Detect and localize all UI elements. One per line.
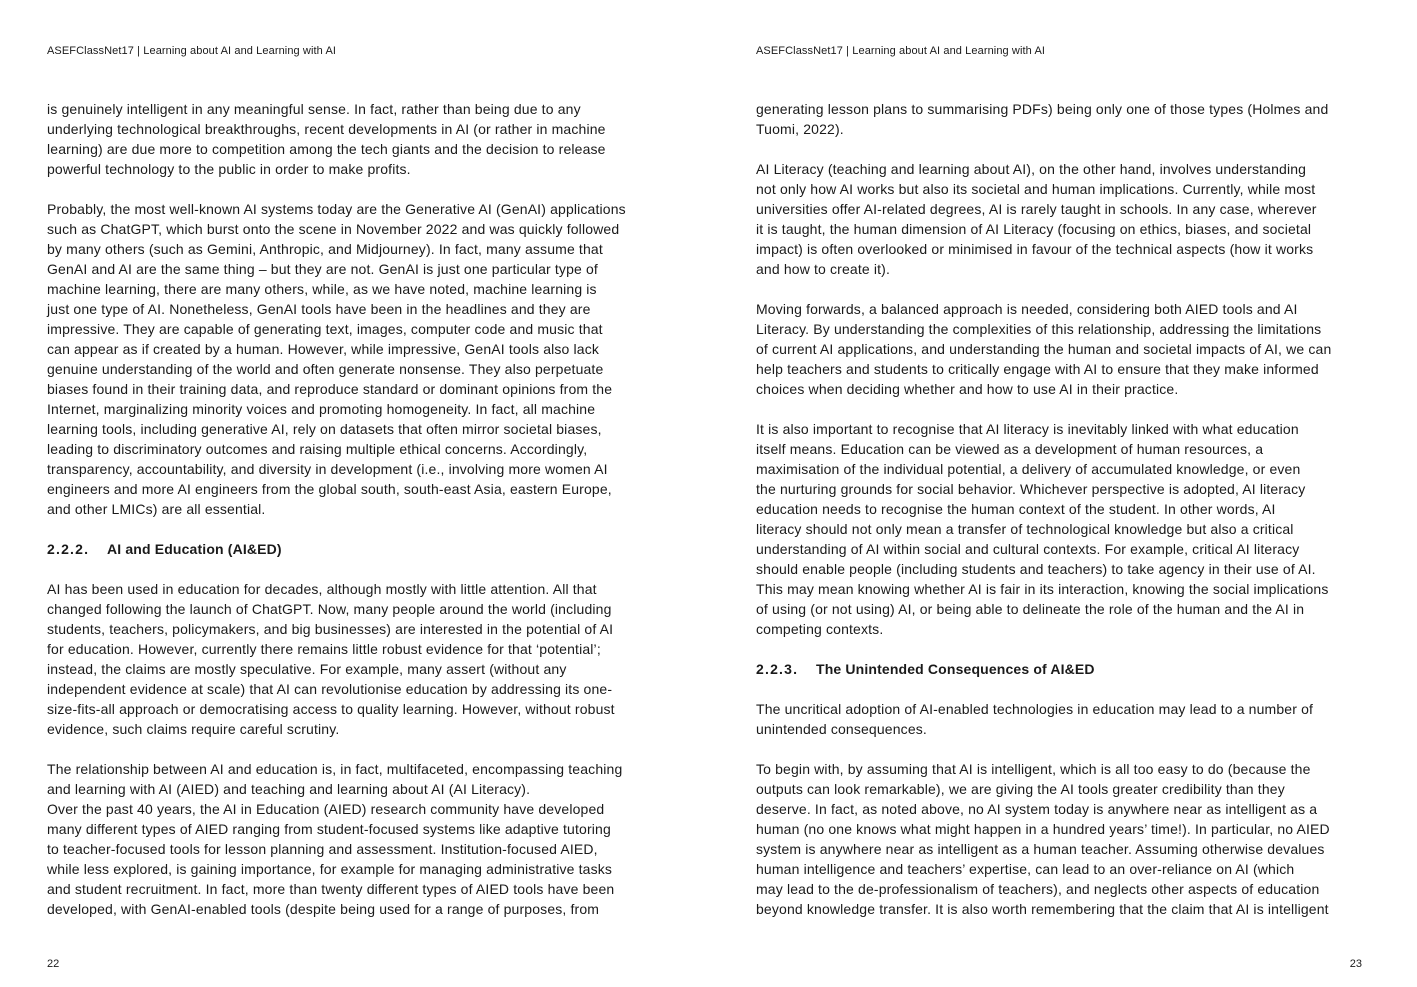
paragraph: To begin with, by assuming that AI is intelligent, which is all too easy to do (because the outputs can look remarkable), we are giving the AI tools greater credibility than they deserve. In fact, as noted above, no AI system today is anywhere near as intelligent as a human (no one knows what might happen in a hundred years’ time!). In particular, no AIED system is anywhere near as intelligent as a human teacher. Assuming otherwise devalues human intelligence and teachers’ expertise, can lead to an over-reliance on AI (which may lead to the de-professionalism of teachers), and neglects other aspects of education beyond knowledge transfer. It is also worth remembering that the claim that AI is intelligent <box>756 761 1330 917</box>
paragraph: Over the past 40 years, the AI in Education (AIED) research community have developed many different types of AIED ranging from student-focused systems like adaptive tutoring to teacher-focused tools for lesson planning and assessment. Institution-focused AIED, while less explored, is gaining importance, for example for managing administrative tasks and student recruitment. In fact, more than twenty different types of AIED tools have been developed, with GenAI-enabled tools (despite being used for a range of purposes, from <box>47 801 615 917</box>
paragraph: It is also important to recognise that AI literacy is inevitably linked with what education itself means. Education can be viewed as a development of human resources, a maximisation of the individual potential, a delivery of accumulated knowledge, or even the nurturing grounds for social behavior. Whichever perspective is adopted, AI literacy education needs to recognise the human context of the student. In other words, AI literacy should not only mean a transfer of technological knowledge but also a critical understanding of AI within social and cultural contexts. For example, critical AI literacy should enable people (including students and teachers) to take agency in their use of AI. This may mean knowing whether AI is fair in its interaction, knowing the social implications of using (or not using) AI, or being able to delineate the role of the human and the AI in competing contexts. <box>756 421 1329 637</box>
section-heading <box>47 539 687 559</box>
paragraph: The relationship between AI and education is, in fact, multifaceted, encompassing teaching and learning with AI (AIED) and teaching and learning about AI (AI Literacy). <box>47 761 623 797</box>
section-number: 2.2.2. <box>47 541 90 557</box>
section-title: AI and Education (AI&ED) <box>107 541 282 557</box>
page-number: 23 <box>1349 958 1362 970</box>
paragraph: AI Literacy (teaching and learning about AI), on the other hand, involves understanding not only how AI works but also its societal and human implications. Currently, while most universities offer AI-related degrees, AI is rarely taught in schools. In any case, wherever it is taught, the human dimension of AI Literacy (focusing on ethics, biases, and societal impact) is often overlooked or minimised in favour of the technical aspects (how it works and how to create it). <box>756 161 1317 277</box>
paragraph: is genuinely intelligent in any meaningful sense. In fact, rather than being due to any underlying technological breakthroughs, recent developments in AI (or rather in machine learning) are due more to competition among the tech giants and the decision to release powerful technology to the public in order to make profits. <box>47 101 606 177</box>
left-page <box>0 0 700 987</box>
running-header: ASEFClassNet17 | Learning about AI and Learning with AI <box>756 45 1046 57</box>
right-page <box>709 0 1409 987</box>
page-number: 22 <box>47 958 60 970</box>
section-heading <box>756 659 1396 679</box>
section-number: 2.2.3. <box>756 661 799 677</box>
paragraph: Moving forwards, a balanced approach is needed, considering both AIED tools and AI Literacy. By understanding the complexities of this relationship, addressing the limitations of current AI applications, and understanding the human and societal impacts of AI, we can help teachers and students to critically engage with AI to ensure that they make informed choices when deciding whether and how to use AI in their practice. <box>756 301 1332 397</box>
paragraph: Probably, the most well-known AI systems today are the Generative AI (GenAI) applications such as ChatGPT, which burst onto the scene in November 2022 and was quickly followed by many others (such as Gemini, Anthropic, and Midjourney). In fact, many assume that GenAI and AI are the same thing – but they are not. GenAI is just one particular type of machine learning, there are many others, while, as we have noted, machine learning is just one type of AI. Nonetheless, GenAI tools have been in the headlines and they are impressive. They are capable of generating text, images, computer code and music that can appear as if created by a human. However, while impressive, GenAI tools also lack genuine understanding of the world and often generate nonsense. They also perpetuate biases found in their training data, and reproduce standard or dominant opinions from the Internet, marginalizing minority voices and promoting homogeneity. In fact, all machine learning tools, including generative AI, rely on datasets that often mirror societal biases, leading to discriminatory outcomes and raising multiple ethical concerns. Accordingly, transparency, accountability, and diversity in development (i.e., involving more women AI engineers and more AI engineers from the global south, south-east Asia, eastern Europe, and other LMICs) are all essential. <box>47 201 626 517</box>
paragraph: AI has been used in education for decades, although mostly with little attention. All that changed following the launch of ChatGPT. Now, many people around the world (including students, teachers, policymakers, and big businesses) are interested in the potential of AI for education. However, currently there remains little robust evidence for that ‘potential’; instead, the claims are mostly speculative. For example, many assert (without any independent evidence at scale) that AI can revolutionise education by addressing its one- size-fits-all approach or democratising access to quality learning. However, without robust evidence, such claims require careful scrutiny. <box>47 581 615 737</box>
left-body <box>47 99 687 939</box>
section-title: The Unintended Consequences of AI&ED <box>816 661 1095 677</box>
right-body <box>756 99 1396 939</box>
running-header: ASEFClassNet17 | Learning about AI and Learning with AI <box>47 45 337 57</box>
paragraph: The uncritical adoption of AI-enabled technologies in education may lead to a number of unintended consequences. <box>756 701 1314 737</box>
paragraph: generating lesson plans to summarising PDFs) being only one of those types (Holmes and Tuomi, 2022). <box>756 101 1329 137</box>
